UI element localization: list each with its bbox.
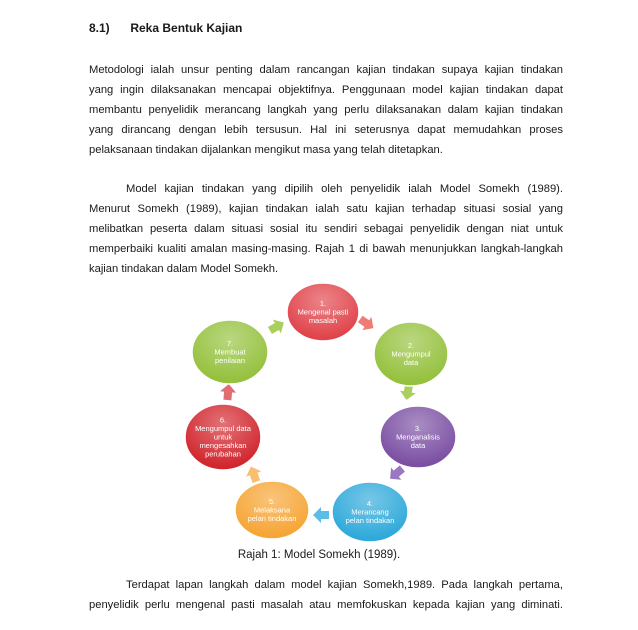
cycle-step-5: [235, 481, 309, 539]
cycle-step-label: 1.: [319, 299, 327, 308]
cycle-step-label: Mengumpul data: [195, 424, 251, 433]
cycle-step-label: untuk: [213, 432, 233, 442]
cycle-step-label: pelan tindakan: [247, 514, 297, 523]
paragraph-line: yang ingin dilaksanakan mencapai objektifnya. Penggunaan model kajian tindakan dapat: [89, 84, 563, 96]
cycle-step-label: penilaian: [214, 356, 246, 365]
cycle-step-label: Membuat: [214, 347, 246, 357]
cycle-step-3: [380, 406, 456, 468]
cycle-arrow: [219, 383, 236, 400]
paragraph-line: membantu penyelidik merancang langkah yang perlu dilaksanakan dalam kajian tindakan: [89, 104, 563, 116]
cycle-step-1: [287, 283, 359, 341]
paragraph-line: kajian tindakan dalam Model Somekh.: [89, 263, 279, 275]
paragraph-line: melibatkan peserta dalam situasi sosial itu sendiri sebagai penyelidik dengan niat untuk: [89, 223, 563, 235]
cycle-step-label: 2.: [407, 341, 415, 350]
cycle-step-label: data: [410, 441, 426, 450]
cycle-step-label: data: [403, 358, 419, 367]
section-title: Reka Bentuk Kajian: [130, 21, 243, 35]
cycle-step-label: Mengenal pasti: [297, 307, 349, 317]
cycle-step-label: 4.: [366, 499, 374, 508]
cycle-step-label: 5.: [268, 497, 276, 506]
paragraph-line: Metodologi ialah unsur penting dalam rancangan kajian tindakan supaya kajian tindakan: [89, 64, 563, 76]
cycle-arrow: [266, 316, 288, 338]
paragraph-line: pelaksanaan tindakan dijalankan mengikut masa yang telah ditetapkan.: [89, 144, 443, 156]
cycle-step-label: Melaksana: [253, 505, 291, 515]
figure-caption: Rajah 1: Model Somekh (1989).: [237, 549, 401, 561]
paragraph-line: Menurut Somekh (1989), kajian tindakan ialah satu kajian terhadap situasi sosial yang: [89, 203, 563, 215]
cycle-step-label: Menganalisis: [396, 432, 440, 442]
paragraph-line: penyelidik perlu mengenal pasti masalah atau memfokuskan kepada kajian yang diminati.: [89, 599, 563, 611]
cycle-step-7: [192, 320, 268, 384]
cycle-step-label: 3.: [414, 424, 422, 433]
cycle-step-label: pelan tindakan: [345, 516, 395, 525]
cycle-arrow: [243, 464, 264, 485]
cycle-step-label: Merancang: [351, 507, 389, 517]
cycle-step-label: perubahan: [205, 449, 241, 459]
paragraph-line: Terdapat lapan langkah dalam model kajian Somekh,1989. Pada langkah pertama,: [126, 579, 563, 591]
paragraph-steps: [89, 575, 563, 615]
cycle-step-6: [185, 404, 261, 470]
cycle-arrow: [313, 507, 329, 523]
cycle-step-label: 7.: [226, 339, 234, 348]
cycle-step-4: [332, 482, 408, 542]
section-number: 8.1): [89, 21, 110, 35]
paragraph-line: yang dirancang dengan lebih tersusun. Hal ini seterusnya dapat memudahkan proses: [89, 124, 563, 136]
cycle-step-2: [374, 322, 448, 386]
cycle-step-label: 6.: [219, 415, 227, 425]
cycle-step-label: masalah: [308, 316, 338, 325]
paragraph-line: Model kajian tindakan yang dipilih oleh penyelidik ialah Model Somekh (1989).: [126, 183, 563, 195]
cycle-step-label: Mengumpul: [391, 349, 431, 359]
cycle-step-label: mengesahkan: [199, 441, 247, 450]
paragraph-line: memperbaiki kualiti amalan masing-masing. Rajah 1 di bawah menunjukkan langkah-langkah: [89, 243, 563, 255]
